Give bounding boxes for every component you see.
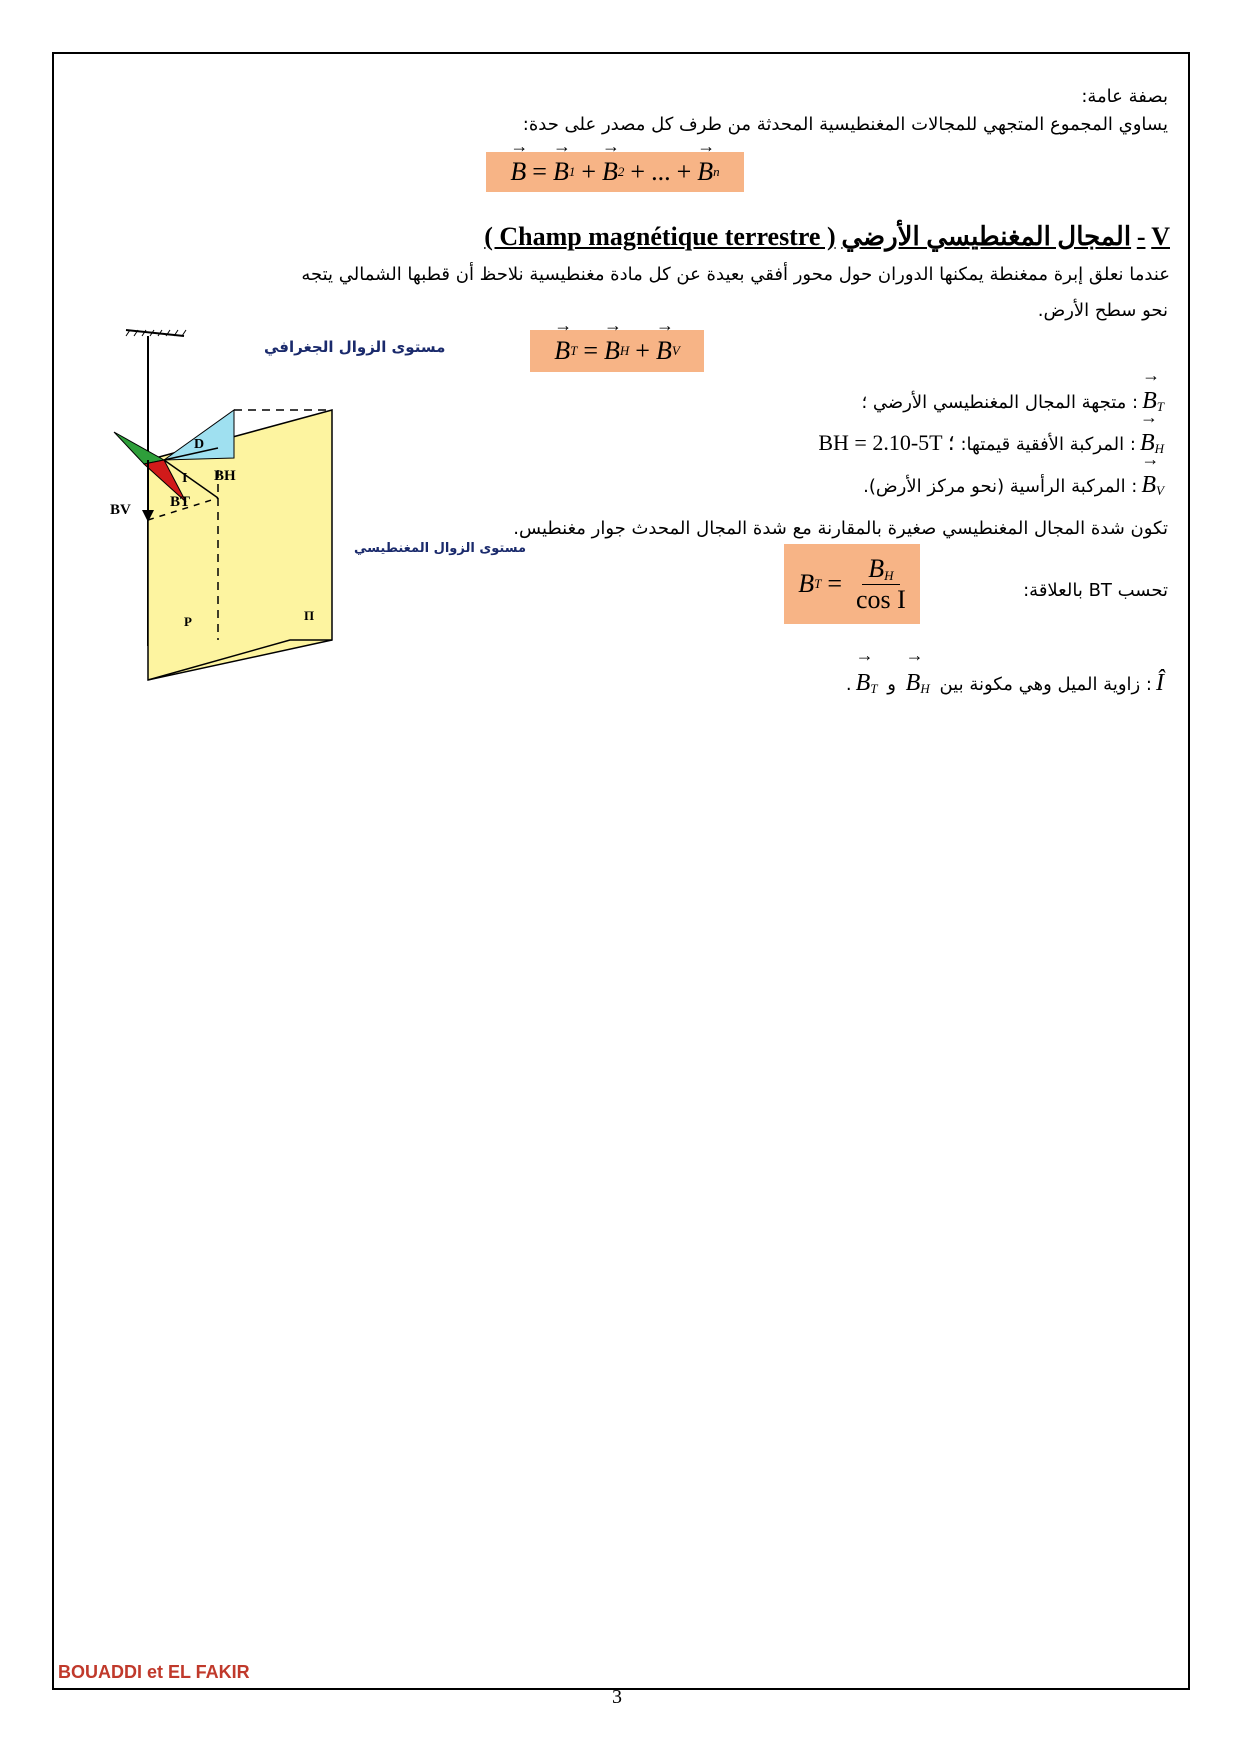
label-p: P (184, 614, 192, 629)
vector-b: → B (510, 157, 526, 187)
angle-i-symbol: Î (1156, 670, 1164, 696)
bt-symbol: B (798, 569, 815, 598)
label-geo: مستوى الزوال الجغرافي (264, 338, 446, 356)
fraction: $\frac{B_H}{\text{cos I}}$ (855, 553, 906, 614)
def-bv-text: : المركبة الرأسية (نحو مركز الأرض). (863, 476, 1138, 497)
vector-formula: → B T = → B H + → B V (530, 330, 704, 372)
angle-definition: Î: زاوية الميل وهي مكونة بين → $B_H$ و → $B_T$. (846, 666, 1168, 706)
section-title-fr: ( Champ magnétique terrestre ) (484, 222, 836, 251)
vector-bh: → B (604, 336, 620, 366)
plus-sign: + (676, 157, 692, 186)
earth-field-figure (104, 330, 526, 694)
equals-sign: = (532, 157, 547, 186)
label-i: I (182, 471, 188, 486)
ellipsis: ... (651, 157, 671, 186)
vector-b2: → B (602, 157, 618, 187)
label-d: D (194, 437, 205, 452)
plus-sign: + (630, 157, 646, 186)
page-frame (52, 52, 1190, 1690)
section-number: V (1151, 222, 1170, 251)
angle-and: و (887, 674, 896, 695)
section-title-ar: المجال المغنطيسي الأرضي (841, 222, 1132, 251)
relation-formula: B T = $\frac{B_H}{\text{cos I}}$ (784, 544, 920, 624)
sub-n: n (713, 164, 720, 179)
def-bh: → $B_H$: المركبة الأفقية قيمتها: BH = 2.10-5T ؛ (818, 428, 1168, 464)
sub-v: V (671, 343, 680, 358)
vector-b1: → B (553, 157, 569, 187)
angle-text: : زاوية الميل وهي مكونة بين (939, 674, 1152, 695)
vector-bh: → B (1140, 428, 1155, 458)
sub-t: T (570, 343, 578, 358)
sum-formula (486, 152, 744, 192)
bh-symbol: B (868, 553, 885, 583)
vector-bv: → B (1141, 470, 1156, 500)
sub-2: 2 (617, 164, 625, 179)
sub-1: 1 (568, 164, 576, 179)
intro-line1: عندما نعلق إبرة ممغنطة يمكنها الدوران حول محور أفقي بعيدة عن كل مادة مغنطيسية نلاحظ أن قطبها الشمالي يتجه (301, 264, 1170, 285)
weak-text: تكون شدة المجال المغنطيسي صغيرة بالمقارنة مع شدة المجال المحدث جوار مغنطيس. (513, 518, 1168, 539)
label-mag: مستوى الزوال المغنطيسي (354, 541, 526, 556)
section-title (484, 222, 1170, 253)
vector-bt: → B (1142, 386, 1157, 416)
cos-i: cos I (855, 584, 906, 614)
relation-label: تحسب BT بالعلاقة: (1023, 580, 1168, 601)
label-bv: BV (110, 502, 131, 518)
vector-bt: → B (554, 336, 570, 366)
vector-bv: → B (656, 336, 672, 366)
bh-value: BH = 2.10-5T ؛ (818, 430, 955, 455)
general-heading: بصفة عامة: (1081, 86, 1168, 107)
def-bv: → $B_V$: المركبة الرأسية (نحو مركز الأرض). (863, 470, 1168, 506)
general-text: يساوي المجموع المتجهي للمجالات المغنطيسية المحدثة من طرف كل مصدر على حدة: (522, 114, 1168, 135)
vector-bn: → B (697, 157, 713, 187)
def-bt-text: : متجهة المجال المغنطيسي الأرضي ؛ (861, 392, 1139, 413)
section-sep: - (1136, 222, 1146, 251)
def-bh-text: : المركبة الأفقية قيمتها: (960, 434, 1136, 455)
label-bt: BT (170, 494, 191, 510)
def-bt: → $B_T$: متجهة المجال المغنطيسي الأرضي ؛ (861, 386, 1168, 422)
page-number: 3 (612, 1686, 622, 1708)
label-bh: BH (214, 468, 236, 484)
sub-h: H (619, 343, 630, 358)
intro-line2: نحو سطح الأرض. (1037, 300, 1168, 321)
plus-sign: + (581, 157, 596, 186)
needle-green (114, 432, 164, 464)
footer-authors: BOUADDI et EL FAKIR (58, 1662, 250, 1682)
label-pi: П (304, 608, 315, 623)
